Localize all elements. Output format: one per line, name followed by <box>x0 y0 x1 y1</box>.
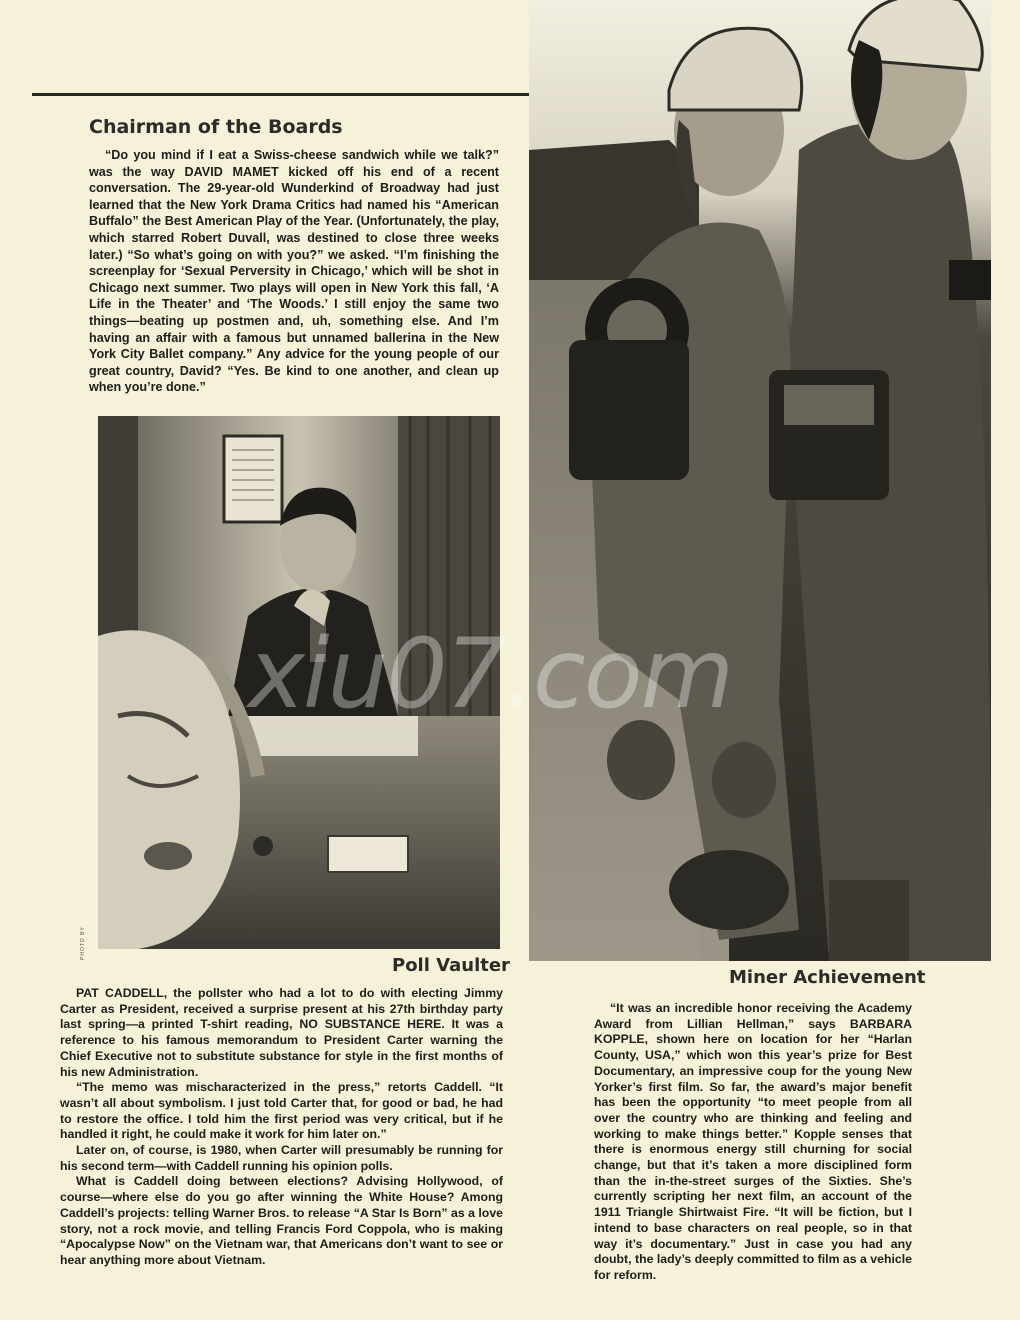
kopple-paragraph: “It was an incredible honor receiving the Academy Award from Lillian Hellman,” says BARBARA KOPPLE, shown here on location for her “Harlan County, USA,” which won this year’s prize for Best Documentary, an impressive coup for the young New Yorker’s first film. So far, the award’s major benefit has been the opportunity “to meet people from all over the country who are thinking and feeling and working to make things better.” Kopple senses that there is enormous energy still churning for social change, but that it’s taken a more disciplined form than the in-the-street surges of the Sixties. She’s currently scripting her next film, an account of the 1911 Triangle Shirtwaist Fire. “It will be fiction, but I intend to base characters on real people, so in that way it’s documentary.” Just in case you had any doubt, the lady’s deeply committed to film as a vehicle for reform. <box>594 1001 912 1282</box>
mamet-article <box>89 147 499 396</box>
caddell-paragraph: What is Caddell doing between elections? Advising Hollywood, of course—where else do you go after winning the White House? Among Caddell’s projects: telling Warner Bros. to release “A Star Is Born” as a love story, not a rock movie, and telling Francis Ford Coppola, who is making “Apocalypse Now” on the Vietnam war, that Americans don’t want to see or hear anything more about Vietnam. <box>60 1174 503 1267</box>
kopple-article <box>594 1001 912 1284</box>
caddell-paragraph: PAT CADDELL, the pollster who had a lot to do with electing Jimmy Carter as President, received a surprise present at his 27th birthday party last spring—a printed T-shirt reading, NO SUBSTANCE HERE. It was a reference to his famous memorandum to President Carter warning the Chief Executive not to substitute substance for style in the first months of his new Administration. <box>60 986 503 1079</box>
caddell-paragraph: Later on, of course, is 1980, when Carter will presumably be running for his second term—with Caddell running his opinion polls. <box>60 1143 503 1173</box>
kopple-photo <box>529 0 991 961</box>
caddell-photo-illustration <box>98 416 500 949</box>
kopple-photo-illustration <box>529 0 991 961</box>
mamet-paragraph: “Do you mind if I eat a Swiss-cheese sandwich while we talk?” was the way DAVID MAMET kicked off his end of a recent conversation. The 29-year-old Wunderkind of Broadway had just learned that the New York Drama Critics had named his “American Buffalo” the Best American Play of the Year. (Unfortunately, the play, which starred Robert Duvall, was destined to close three weeks later.) “So what’s going on with you?” we asked. “I’m finishing the screenplay for ‘Sexual Perversity in Chicago,’ which will be shot in Chicago next summer. Two plays will open in New York this fall, ‘A Life in the Theater’ and ‘The Woods.’ I still enjoy the same two things—beating up postmen and, uh, something else. And I’m having an affair with a famous but unnamed ballerina in the New York City Ballet company.” Any advice for the young people of our great country, David? “Yes. Be kind to one another, and clean up when you’re done.” <box>89 148 499 395</box>
caddell-photo <box>98 416 500 949</box>
caddell-headline: Poll Vaulter <box>392 955 510 976</box>
top-rule <box>32 93 530 96</box>
caddell-paragraph: “The memo was mischaracterized in the press,” retorts Caddell. “It wasn’t all about symbolism. I just told Carter that, for good or bad, he had to restore the office. I told him the first period was very critical, but if he handled it right, he could make it work for him later on.” <box>60 1080 503 1142</box>
caddell-article <box>60 986 503 1269</box>
kopple-headline: Miner Achievement <box>729 967 926 988</box>
watermark: xiu07.com <box>248 618 733 730</box>
mamet-headline: Chairman of the Boards <box>89 116 343 138</box>
photo-credit: PHOTO BY <box>80 926 86 960</box>
